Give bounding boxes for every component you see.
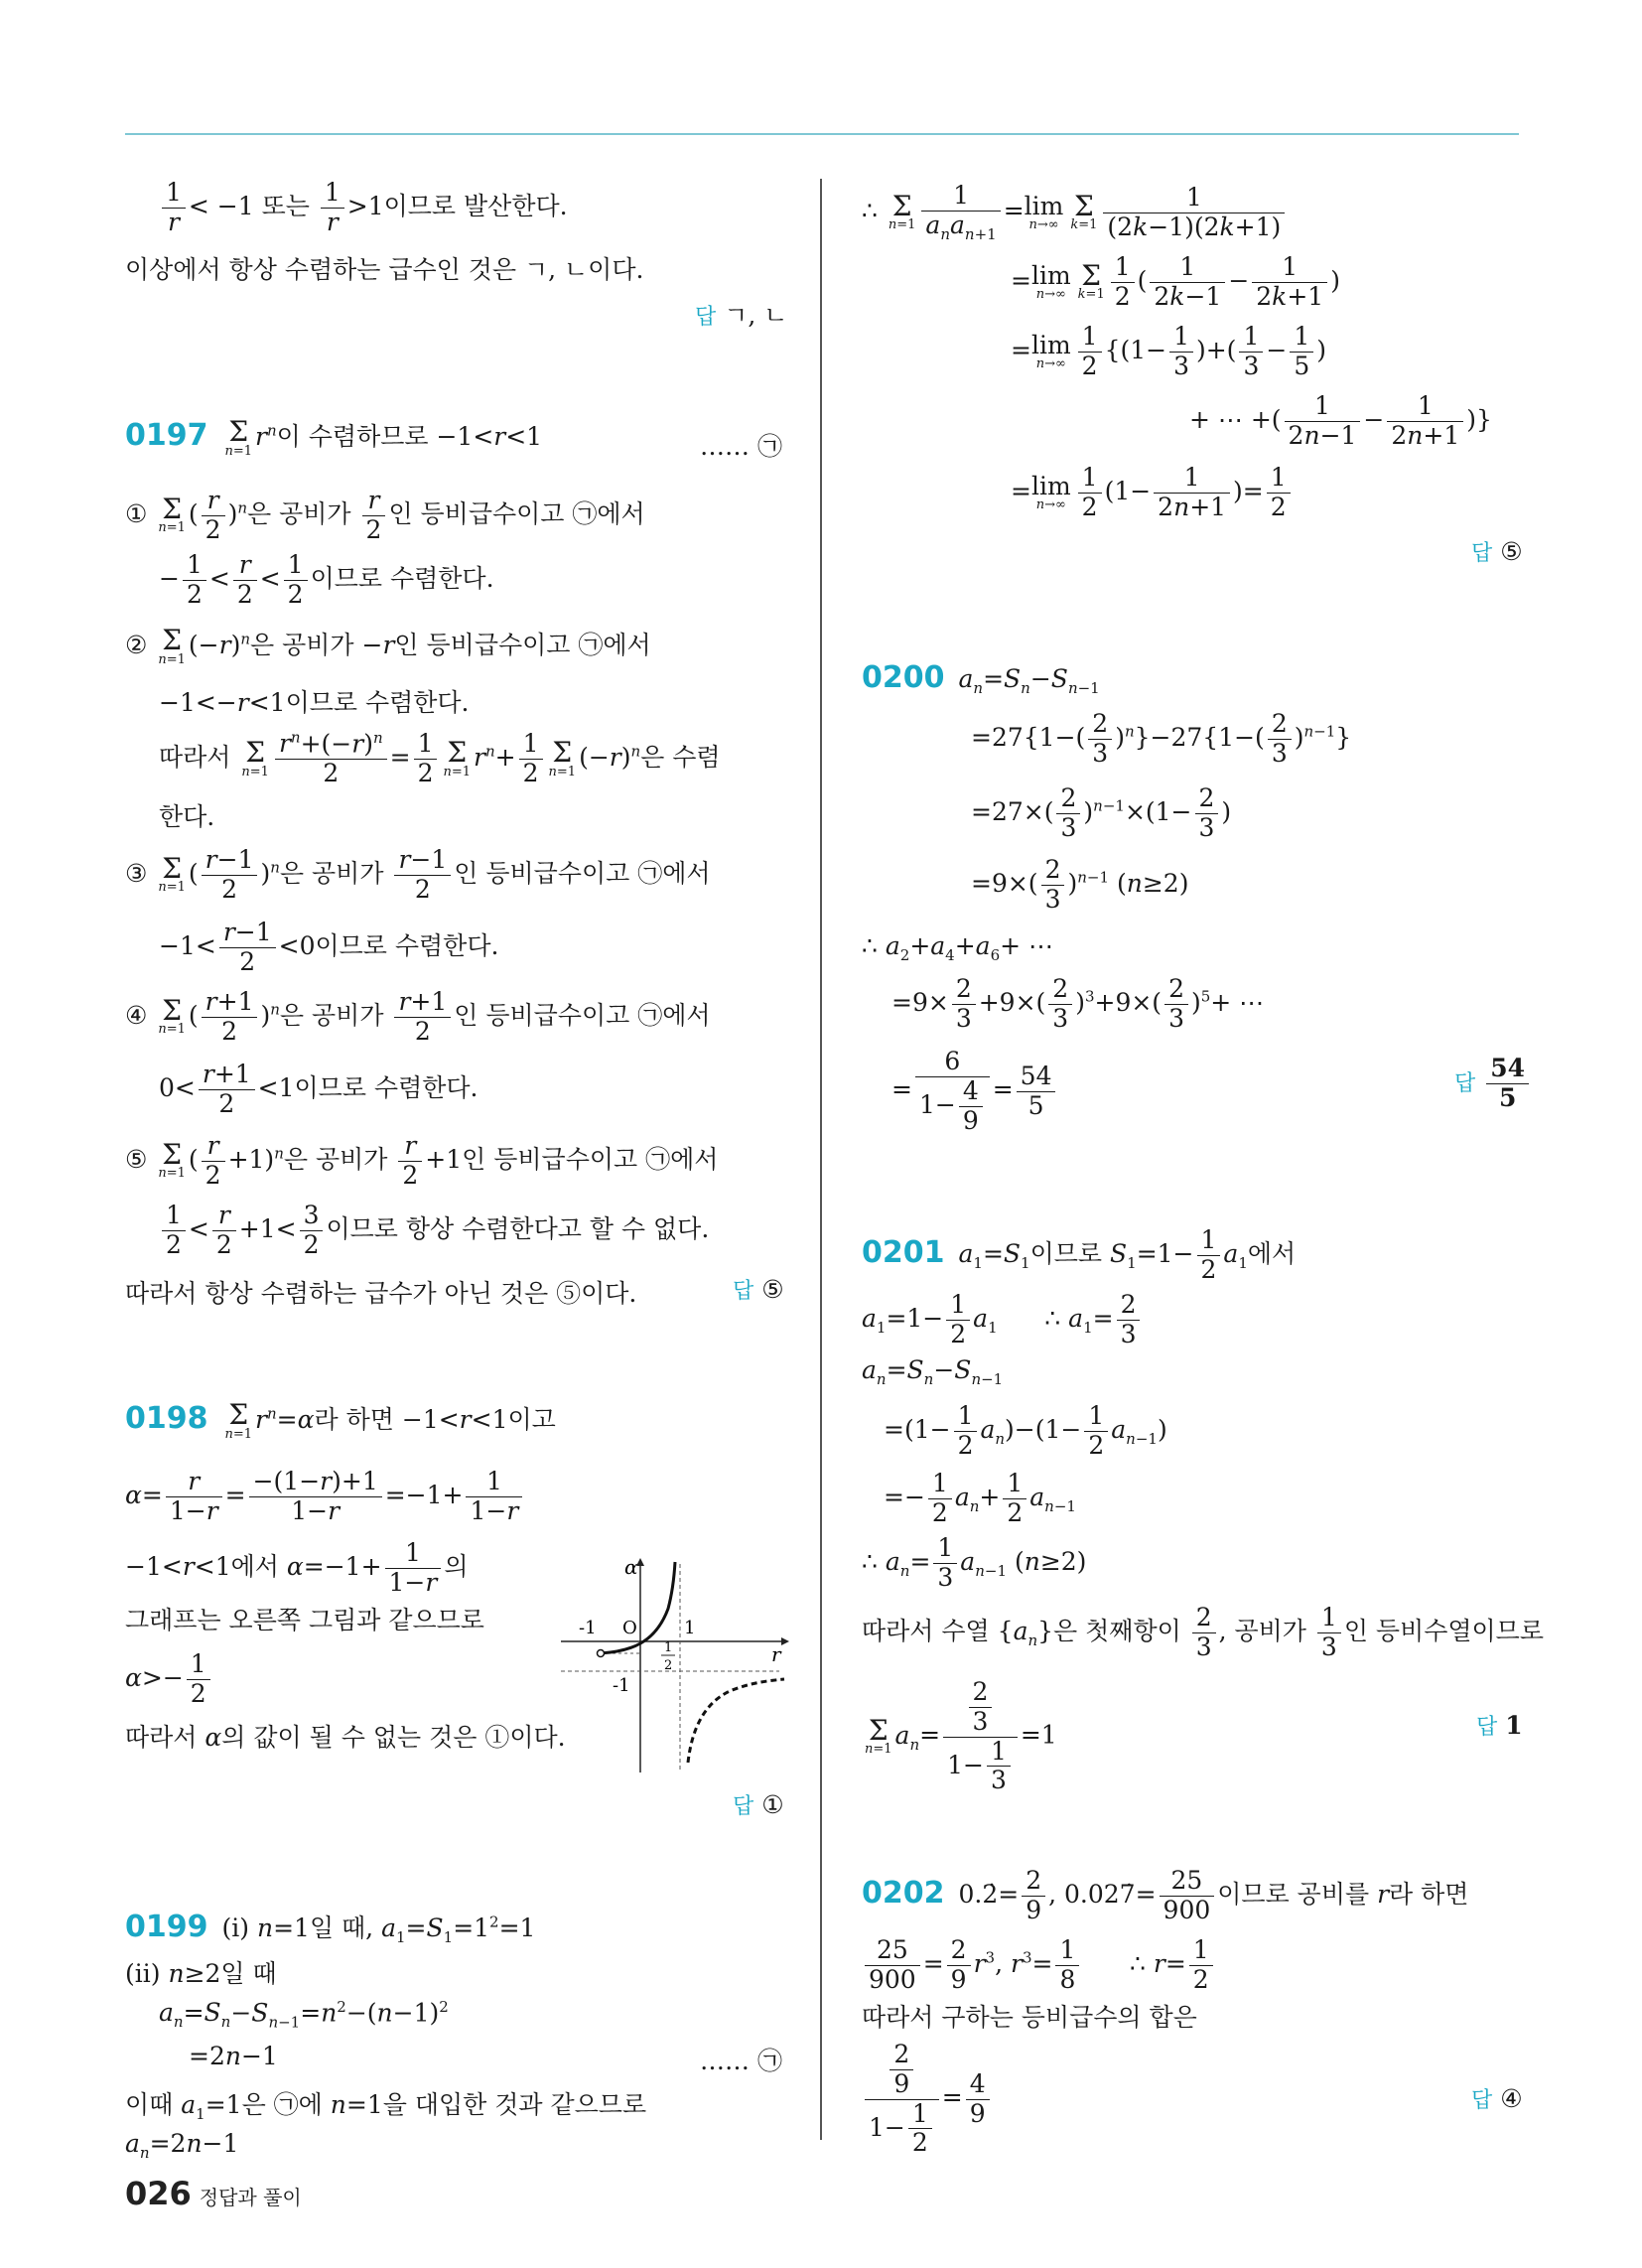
p199-eq1: $a_n=S_n-S_{n-1}=n^2-(n-1)^2$ — [159, 1998, 449, 2032]
p200-l3: =9×( $\frac{2}{3}$ )$^{n-1}$ (n≥2) — [971, 855, 1189, 914]
page-number: 026 — [125, 2175, 192, 2212]
p200-l2: =27×( $\frac{2}{3}$ )$^{n-1}$×(1− $\frac{2}{3}$ ) — [971, 783, 1232, 842]
p200-answer: 답 $\frac{54}{5}$ — [1454, 1055, 1532, 1113]
p198-cond: α>− $\frac{1}{2}$ — [125, 1650, 213, 1709]
p197-opt2-cond: −1<−r<1이므로 수렴한다. — [159, 688, 470, 717]
p197-opt2-sum: 따라서 Σ n=1 $\frac{r^n+(-r)^n}{2}$ = $\frac{1}{2}$ Σ $n=1r^n+$ $\frac{1}{2}$ Σ $n=1(-r)^n$은 수렴 — [159, 729, 721, 788]
p201-l4: =− $\frac{1}{2}$ $a_n+$ $\frac{1}{2}$ $a_{n-1}$ — [884, 1469, 1076, 1527]
graph-label: 1 — [684, 1618, 696, 1638]
p197-opt4: ④ Σ n=1( $\frac{r+1}{2}$ )$^n$은 공비가 $\frac{r+1}{2}$ 인 등비급수이고 ㉠에서 — [125, 987, 711, 1046]
p201-l2: $a_n=S_n-S_{n-1}$ — [862, 1355, 1004, 1388]
p196-line2: 이상에서 항상 수렴하는 급수인 것은 ㄱ, ㄴ이다. — [125, 255, 644, 284]
p200-l4: ∴ $a_2+a_4+a_6+$ ⋯ — [862, 931, 1054, 964]
graph-x-label: r — [771, 1642, 781, 1666]
graph-label: O — [622, 1618, 637, 1638]
p198-final: 따라서 α의 값이 될 수 없는 것은 ①이다. — [125, 1723, 566, 1752]
mark-1: …… ㉠ — [700, 432, 782, 461]
p198-eq: α= $\frac{r}{1-r}$ = $\frac{-(1-r)+1}{1-r}$ =−1+ $\frac{1}{1-r}$ — [125, 1468, 525, 1526]
p199-c3: 이때 $a_1=1$은 ㉠에 n=1을 대입한 것과 같으므로 — [125, 2090, 647, 2123]
p197-final: 따라서 항상 수렴하는 급수가 아닌 것은 ⑤이다. — [125, 1279, 637, 1308]
p197-opt1-cond: − $\frac{1}{2}$ < $\frac{r}{2}$ < $\frac{1}{2}$ 이므로 수렴한다. — [159, 550, 494, 609]
p199r-l5: =lim n→∞ $\frac{1}{2}$ (1− $\frac{1}{2n+1}$ )= $\frac{1}{2}$ — [1011, 464, 1294, 522]
p197-opt2-end: 한다. — [159, 802, 215, 831]
p202-l2: $\frac{2}{9}$ 1− $\frac{1}{2}$ = $\frac{4}{9}$ — [862, 2041, 993, 2158]
graph-label: -1 — [613, 1675, 630, 1696]
p197-answer: 답 ⑤ — [733, 1275, 784, 1304]
graph-y-label: α — [624, 1555, 638, 1579]
graph-label: -1 — [579, 1618, 597, 1638]
p200-l5: =9× $\frac{2}{3}$ +9×( $\frac{2}{3}$ )$^3$+9×( $\frac{2}{3}$ )$^5$+ ⋯ — [891, 974, 1265, 1033]
p200-l6: = 6 1− $\frac{4}{9}$ = $\frac{54}{5}$ — [891, 1048, 1058, 1135]
p202-header: 0202 0.2̇= $\frac{2}{9}$ , 0.027̇= $\frac{25}{900}$ 이므로 공비를 r라 하면 — [862, 1866, 1469, 1924]
graph-label: 1 — [664, 1640, 673, 1655]
p198-header: 0198 Σ $n=1r^n=\alpha$라 하면 −1<r<1이고 — [125, 1398, 556, 1442]
p199-eq2: =2n−1 — [189, 2042, 278, 2070]
problem-number: 0199 — [125, 1910, 208, 1944]
p200-l1: =27{1−( $\frac{2}{3}$ )$^n$}−27{1−( $\frac{2}{3}$ )$^{n-1}$} — [971, 709, 1352, 768]
column-divider — [820, 179, 822, 2140]
graph-label: 2 — [664, 1658, 673, 1673]
p200-header: 0200 $a_n=S_n-S_{n-1}$ — [862, 660, 1100, 697]
p198-t2: 그래프는 오른쪽 그림과 같으므로 — [125, 1606, 484, 1634]
p197-opt5-cond: $\frac{1}{2}$ < $\frac{r}{2}$ +1< $\frac{3}{2}$ 이므로 항상 수렴한다고 할 수 없다. — [159, 1202, 709, 1260]
p201-t1: 따라서 수열 $\{a_n\}$은 첫째항이 $\frac{2}{3}$ , 공비가 $\frac{1}{3}$ 인 등비수열이므로 — [862, 1603, 1544, 1661]
p198-graph — [561, 1554, 789, 1772]
p197-opt3: ③ Σ n=1( $\frac{r-1}{2}$ )$^n$은 공비가 $\frac{r-1}{2}$ 인 등비급수이고 ㉠에서 — [125, 845, 711, 904]
p197-opt4-cond: 0< $\frac{r+1}{2}$ <1이므로 수렴한다. — [159, 1060, 479, 1118]
p197-opt1: ① Σ n=1( $\frac{r}{2}$ )$^n$은 공비가 $\frac{r}{2}$ 인 등비급수이고 ㉠에서 — [125, 486, 645, 544]
mark-2: …… ㉠ — [700, 2047, 782, 2075]
p197-opt3-cond: −1< $\frac{r-1}{2}$ <0이므로 수렴한다. — [159, 918, 499, 976]
p197-header: 0197 Σ $n=1r^n$이 수렴하므로 −1<r<1 — [125, 415, 543, 459]
p199-header: 0199 (ⅰ) n=1일 때, $a_1=S_1=1^2=1$ — [125, 1910, 536, 1946]
p201-l6: Σ $n=1a_n=$ $\frac{2}{3}$ 1− $\frac{1}{3}$ =1 — [865, 1677, 1057, 1795]
p201-l5: ∴ $a_n=$ $\frac{1}{3}$ $a_{n-1}$ (n≥2) — [862, 1533, 1087, 1592]
p196-line1: $\frac{1}{r}$ < −1 또는 $\frac{1}{r}$ >1이므로 발산한다. — [159, 179, 568, 237]
problem-number: 0198 — [125, 1401, 208, 1436]
footer-title: 정답과 풀이 — [199, 2186, 302, 2209]
p202-l1: $\frac{25}{900}$ = $\frac{2}{9}$ $r^3$, $r^3=$ $\frac{1}{8}$ ∴ r= $\frac{1}{2}$ — [862, 1936, 1216, 1995]
p201-header: 0201 $a_1=S_1$이므로 $S_1=1-$ $\frac{1}{2}$ $a_1$에서 — [862, 1225, 1297, 1284]
p199-answer: 답 ⑤ — [1471, 537, 1523, 566]
p199r-l4: + ⋯ +( $\frac{1}{2n-1}$ − $\frac{1}{2n+1}$ )} — [1189, 391, 1492, 450]
p201-answer: 답 1 — [1476, 1711, 1523, 1740]
p199r-l2: =lim n→∞ Σ k=1 $\frac{1}{2}$ ( $\frac{1}{2k-1}$ − $\frac{1}{2k+1}$ ) — [1011, 252, 1340, 311]
p201-l1: $a_1=1-$ $\frac{1}{2}$ $a_1$ ∴ $a_1=$ $\frac{2}{3}$ — [862, 1291, 1143, 1349]
p198-t1: −1<r<1에서 α=−1+ $\frac{1}{1-r}$ 의 — [125, 1538, 469, 1597]
p196-answer: 답 ㄱ, ㄴ — [695, 301, 788, 330]
problem-number: 0202 — [862, 1875, 945, 1911]
p199r-l1: ∴ Σ n=1 $\frac{1}{a_na_{n+1}}$ =lim n→∞ Σ k=1 $\frac{1}{(2k-1)(2k+1)}$ — [862, 182, 1288, 243]
p197-opt2: ② Σ $n=1(-r)^n$은 공비가 −r인 등비급수이고 ㉠에서 — [125, 624, 651, 667]
p202-answer: 답 ④ — [1471, 2084, 1523, 2113]
p197-opt5: ⑤ Σ n=1( $\frac{r}{2}$ +1)$^n$은 공비가 $\frac{r}{2}$ +1인 등비급수이고 ㉠에서 — [125, 1131, 719, 1190]
problem-number: 0197 — [125, 418, 208, 453]
p201-l3: =(1− $\frac{1}{2}$ $a_n)-(1-$ $\frac{1}{2}$ $a_{n-1}$) — [884, 1401, 1167, 1460]
p199-c2: (ⅱ) n≥2일 때 — [125, 1959, 277, 1988]
p199-result: $a_n=2n-1$ — [125, 2129, 239, 2162]
p202-t1: 따라서 구하는 등비급수의 합은 — [862, 2003, 1197, 2032]
page-footer — [125, 2175, 302, 2212]
p199r-l3: =lim n→∞ $\frac{1}{2}$ {(1− $\frac{1}{3}$ )+( $\frac{1}{3}$ − $\frac{1}{5}$ ) — [1011, 322, 1326, 380]
top-rule — [125, 133, 1519, 135]
problem-number: 0201 — [862, 1234, 945, 1270]
problem-number: 0200 — [862, 660, 945, 695]
p198-answer: 답 ① — [733, 1790, 784, 1819]
